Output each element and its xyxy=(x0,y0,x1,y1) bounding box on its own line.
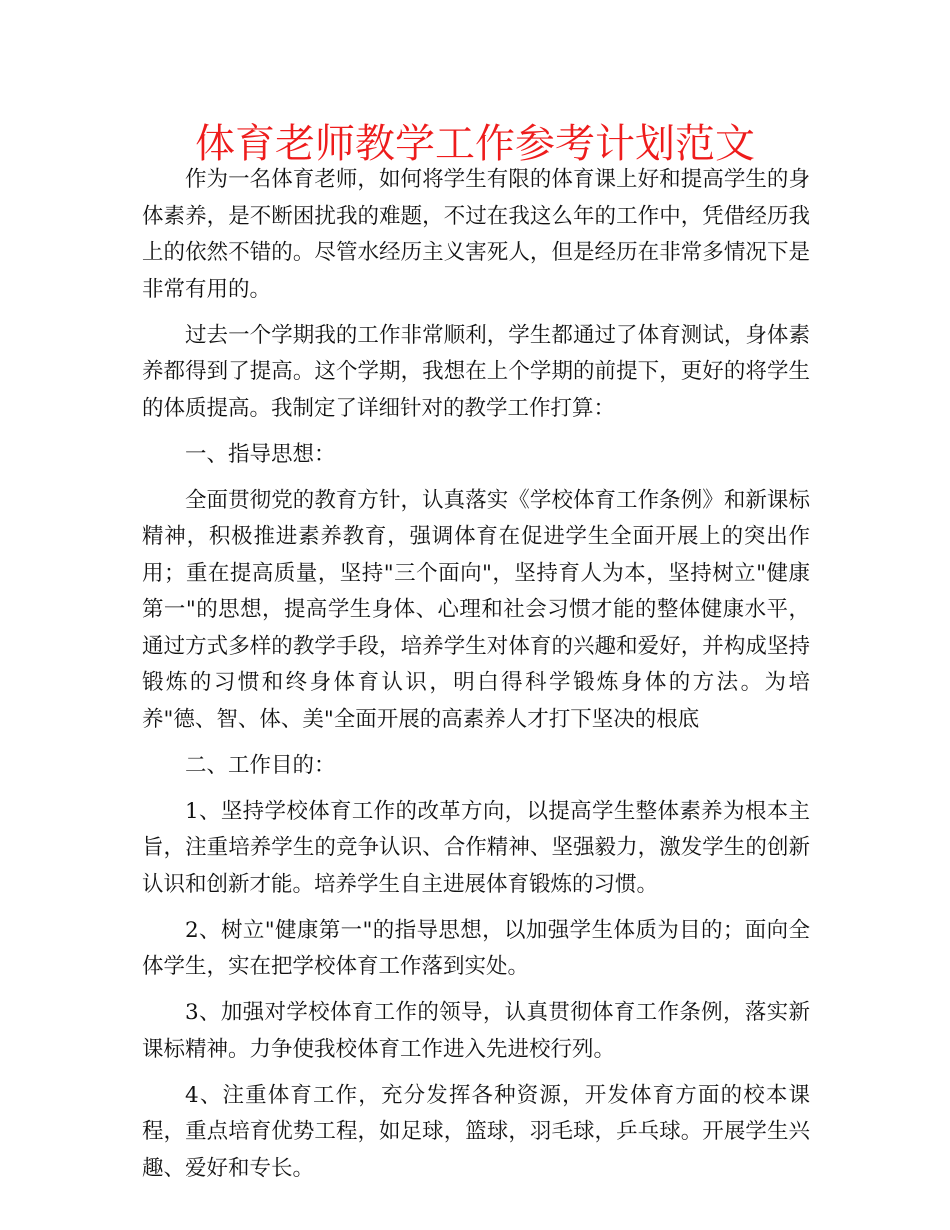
paragraph-goal-4: 4、注重体育工作，充分发挥各种资源，开发体育方面的校本课程，重点培育优势工程，如足球，篮球，羽毛球，乒乓球。开展学生兴趣、爱好和专长。 xyxy=(142,1082,810,1181)
paragraph-guiding-ideology: 全面贯彻党的教育方针，认真落实《学校体育工作条例》和新课标精神，积极推进素养教育，强调体育在促进学生全面开展上的突出作用；重在提高质量，坚持"三个面向"，坚持育人为本，坚持树立"健康第一"的思想，提高学生身体、心理和社会习惯才能的整体健康水平，通过方式多样的教学手段，培养学生对体育的兴趣和爱好，并构成坚持锻炼的习惯和终身体育认识，明白得科学锻炼身体的方法。为培养"德、智、体、美"全面开展的高素养人才打下坚决的根底 xyxy=(142,487,810,732)
paragraph-intro: 作为一名体育老师，如何将学生有限的体育课上好和提高学生的身体素养，是不断困扰我的难题，不过在我这么年的工作中，凭借经历我上的依然不错的。尽管水经历主义害死人，但是经历在非常多情况下是非常有用的。 xyxy=(142,167,810,302)
paragraph-goal-3: 3、加强对学校体育工作的领导，认真贯彻体育工作条例，落实新课标精神。力争使我校体育工作进入先进校行列。 xyxy=(142,1000,810,1062)
document-body xyxy=(142,162,810,1197)
document-title: 体育老师教学工作参考计划范文 xyxy=(195,121,755,167)
heading-work-goals: 二、工作目的： xyxy=(185,752,336,778)
paragraph-last-semester: 过去一个学期我的工作非常顺利，学生都通过了体育测试，身体素养都得到了提高。这个学期，我想在上个学期的前提下，更好的将学生的体质提高。我制定了详细针对的教学工作打算： xyxy=(142,322,810,421)
heading-guiding-ideology: 一、指导思想： xyxy=(185,441,336,467)
paragraph-goal-2: 2、树立"健康第一"的指导思想，以加强学生体质为目的；面向全体学生，实在把学校体育工作落到实处。 xyxy=(142,917,810,979)
paragraph-goal-1: 1、坚持学校体育工作的改革方向，以提高学生整体素养为根本主旨，注重培养学生的竞争认识、合作精神、坚强毅力，激发学生的创新认识和创新才能。培养学生自主进展体育锻炼的习惯。 xyxy=(142,798,810,897)
